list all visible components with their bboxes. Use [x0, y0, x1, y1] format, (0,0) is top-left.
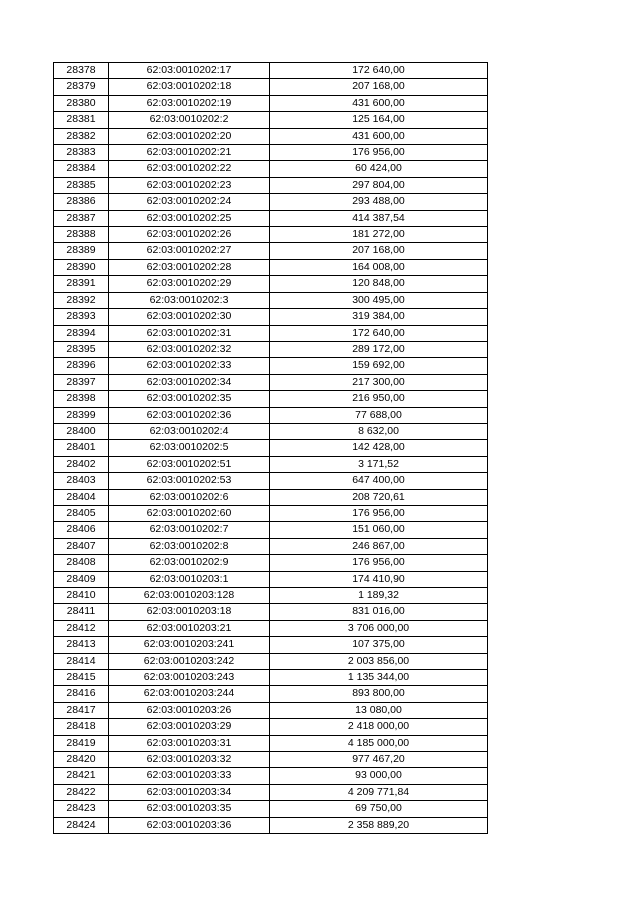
table-row: [54, 325, 488, 341]
row-number-cell: 28385: [54, 177, 109, 193]
table-row: [54, 768, 488, 784]
cadastral-number-cell: 62:03:0010202:30: [109, 309, 270, 325]
cadastral-number-cell: 62:03:0010202:18: [109, 79, 270, 95]
cadastral-number-cell: 62:03:0010202:9: [109, 555, 270, 571]
value-cell: 208 720,61: [270, 489, 488, 505]
value-cell: 3 706 000,00: [270, 620, 488, 636]
value-cell: 3 171,52: [270, 456, 488, 472]
cadastral-number-cell: 62:03:0010202:53: [109, 473, 270, 489]
cadastral-value-table: [53, 62, 488, 834]
value-cell: 164 008,00: [270, 259, 488, 275]
row-number-cell: 28382: [54, 128, 109, 144]
value-cell: 207 168,00: [270, 79, 488, 95]
row-number-cell: 28412: [54, 620, 109, 636]
cadastral-number-cell: 62:03:0010203:36: [109, 817, 270, 833]
table-row: [54, 719, 488, 735]
row-number-cell: 28407: [54, 538, 109, 554]
cadastral-number-cell: 62:03:0010202:32: [109, 341, 270, 357]
table-row: [54, 440, 488, 456]
table-row: [54, 637, 488, 653]
table-row: [54, 276, 488, 292]
row-number-cell: 28405: [54, 505, 109, 521]
table-row: [54, 128, 488, 144]
row-number-cell: 28418: [54, 719, 109, 735]
value-cell: 172 640,00: [270, 63, 488, 79]
cadastral-number-cell: 62:03:0010202:60: [109, 505, 270, 521]
cadastral-number-cell: 62:03:0010202:3: [109, 292, 270, 308]
table-row: [54, 309, 488, 325]
row-number-cell: 28383: [54, 145, 109, 161]
table-row: [54, 243, 488, 259]
table-row: [54, 292, 488, 308]
row-number-cell: 28422: [54, 784, 109, 800]
row-number-cell: 28401: [54, 440, 109, 456]
table-row: [54, 95, 488, 111]
cadastral-number-cell: 62:03:0010203:242: [109, 653, 270, 669]
cadastral-number-cell: 62:03:0010203:18: [109, 604, 270, 620]
row-number-cell: 28402: [54, 456, 109, 472]
value-cell: 172 640,00: [270, 325, 488, 341]
value-cell: 1 135 344,00: [270, 670, 488, 686]
cadastral-number-cell: 62:03:0010203:128: [109, 588, 270, 604]
value-cell: 2 358 889,20: [270, 817, 488, 833]
table-row: [54, 653, 488, 669]
table-row: [54, 259, 488, 275]
row-number-cell: 28410: [54, 588, 109, 604]
cadastral-number-cell: 62:03:0010203:241: [109, 637, 270, 653]
cadastral-number-cell: 62:03:0010202:25: [109, 210, 270, 226]
value-cell: 647 400,00: [270, 473, 488, 489]
cadastral-number-cell: 62:03:0010203:244: [109, 686, 270, 702]
value-cell: 217 300,00: [270, 374, 488, 390]
row-number-cell: 28420: [54, 752, 109, 768]
table-row: [54, 473, 488, 489]
row-number-cell: 28415: [54, 670, 109, 686]
table-row: [54, 112, 488, 128]
row-number-cell: 28388: [54, 227, 109, 243]
cadastral-number-cell: 62:03:0010203:35: [109, 801, 270, 817]
row-number-cell: 28409: [54, 571, 109, 587]
cadastral-number-cell: 62:03:0010202:51: [109, 456, 270, 472]
row-number-cell: 28390: [54, 259, 109, 275]
value-cell: 977 467,20: [270, 752, 488, 768]
value-cell: 4 209 771,84: [270, 784, 488, 800]
value-cell: 1 189,32: [270, 588, 488, 604]
table-row: [54, 391, 488, 407]
row-number-cell: 28400: [54, 423, 109, 439]
value-cell: 431 600,00: [270, 128, 488, 144]
value-cell: 431 600,00: [270, 95, 488, 111]
table-row: [54, 752, 488, 768]
cadastral-number-cell: 62:03:0010203:33: [109, 768, 270, 784]
row-number-cell: 28392: [54, 292, 109, 308]
cadastral-number-cell: 62:03:0010203:243: [109, 670, 270, 686]
row-number-cell: 28391: [54, 276, 109, 292]
cadastral-number-cell: 62:03:0010202:19: [109, 95, 270, 111]
cadastral-number-cell: 62:03:0010202:20: [109, 128, 270, 144]
cadastral-number-cell: 62:03:0010203:32: [109, 752, 270, 768]
table-row: [54, 407, 488, 423]
table-row: [54, 63, 488, 79]
value-cell: 289 172,00: [270, 341, 488, 357]
cadastral-number-cell: 62:03:0010202:33: [109, 358, 270, 374]
table-row: [54, 79, 488, 95]
row-number-cell: 28384: [54, 161, 109, 177]
value-cell: 293 488,00: [270, 194, 488, 210]
value-cell: 216 950,00: [270, 391, 488, 407]
value-cell: 893 800,00: [270, 686, 488, 702]
row-number-cell: 28399: [54, 407, 109, 423]
value-cell: 176 956,00: [270, 555, 488, 571]
row-number-cell: 28424: [54, 817, 109, 833]
value-cell: 13 080,00: [270, 702, 488, 718]
value-cell: 207 168,00: [270, 243, 488, 259]
table-row: [54, 702, 488, 718]
table-row: [54, 522, 488, 538]
value-cell: 93 000,00: [270, 768, 488, 784]
value-cell: 142 428,00: [270, 440, 488, 456]
cadastral-number-cell: 62:03:0010203:21: [109, 620, 270, 636]
row-number-cell: 28414: [54, 653, 109, 669]
cadastral-number-cell: 62:03:0010202:4: [109, 423, 270, 439]
table-row: [54, 670, 488, 686]
table-row: [54, 817, 488, 833]
cadastral-number-cell: 62:03:0010202:7: [109, 522, 270, 538]
value-cell: 246 867,00: [270, 538, 488, 554]
cadastral-number-cell: 62:03:0010202:23: [109, 177, 270, 193]
row-number-cell: 28403: [54, 473, 109, 489]
table-row: [54, 341, 488, 357]
row-number-cell: 28416: [54, 686, 109, 702]
row-number-cell: 28421: [54, 768, 109, 784]
cadastral-number-cell: 62:03:0010202:26: [109, 227, 270, 243]
cadastral-number-cell: 62:03:0010202:17: [109, 63, 270, 79]
row-number-cell: 28379: [54, 79, 109, 95]
table-row: [54, 177, 488, 193]
cadastral-number-cell: 62:03:0010203:1: [109, 571, 270, 587]
value-cell: 125 164,00: [270, 112, 488, 128]
row-number-cell: 28423: [54, 801, 109, 817]
table-row: [54, 620, 488, 636]
value-cell: 181 272,00: [270, 227, 488, 243]
value-cell: 77 688,00: [270, 407, 488, 423]
cadastral-number-cell: 62:03:0010202:31: [109, 325, 270, 341]
table-row: [54, 489, 488, 505]
cadastral-number-cell: 62:03:0010202:36: [109, 407, 270, 423]
value-cell: 176 956,00: [270, 505, 488, 521]
cadastral-number-cell: 62:03:0010202:24: [109, 194, 270, 210]
table-body: [54, 63, 488, 834]
value-cell: 151 060,00: [270, 522, 488, 538]
value-cell: 176 956,00: [270, 145, 488, 161]
value-cell: 2 003 856,00: [270, 653, 488, 669]
table-row: [54, 227, 488, 243]
table-row: [54, 538, 488, 554]
cadastral-number-cell: 62:03:0010202:22: [109, 161, 270, 177]
row-number-cell: 28404: [54, 489, 109, 505]
row-number-cell: 28387: [54, 210, 109, 226]
cadastral-number-cell: 62:03:0010202:28: [109, 259, 270, 275]
row-number-cell: 28380: [54, 95, 109, 111]
row-number-cell: 28411: [54, 604, 109, 620]
row-number-cell: 28419: [54, 735, 109, 751]
table-row: [54, 801, 488, 817]
value-cell: 831 016,00: [270, 604, 488, 620]
row-number-cell: 28396: [54, 358, 109, 374]
row-number-cell: 28381: [54, 112, 109, 128]
value-cell: 120 848,00: [270, 276, 488, 292]
row-number-cell: 28394: [54, 325, 109, 341]
row-number-cell: 28408: [54, 555, 109, 571]
table-row: [54, 358, 488, 374]
cadastral-number-cell: 62:03:0010202:8: [109, 538, 270, 554]
row-number-cell: 28406: [54, 522, 109, 538]
table-row: [54, 735, 488, 751]
table-row: [54, 686, 488, 702]
cadastral-number-cell: 62:03:0010203:34: [109, 784, 270, 800]
cadastral-number-cell: 62:03:0010202:34: [109, 374, 270, 390]
row-number-cell: 28398: [54, 391, 109, 407]
table-row: [54, 161, 488, 177]
cadastral-number-cell: 62:03:0010203:29: [109, 719, 270, 735]
table-row: [54, 210, 488, 226]
cadastral-number-cell: 62:03:0010202:29: [109, 276, 270, 292]
value-cell: 159 692,00: [270, 358, 488, 374]
table-row: [54, 145, 488, 161]
table-row: [54, 456, 488, 472]
table-row: [54, 604, 488, 620]
cadastral-number-cell: 62:03:0010203:31: [109, 735, 270, 751]
row-number-cell: 28413: [54, 637, 109, 653]
cadastral-number-cell: 62:03:0010202:5: [109, 440, 270, 456]
value-cell: 300 495,00: [270, 292, 488, 308]
value-cell: 60 424,00: [270, 161, 488, 177]
cadastral-number-cell: 62:03:0010203:26: [109, 702, 270, 718]
row-number-cell: 28386: [54, 194, 109, 210]
cadastral-number-cell: 62:03:0010202:2: [109, 112, 270, 128]
value-cell: 174 410,90: [270, 571, 488, 587]
row-number-cell: 28378: [54, 63, 109, 79]
value-cell: 414 387,54: [270, 210, 488, 226]
table-row: [54, 555, 488, 571]
row-number-cell: 28417: [54, 702, 109, 718]
value-cell: 69 750,00: [270, 801, 488, 817]
table-row: [54, 571, 488, 587]
row-number-cell: 28393: [54, 309, 109, 325]
table-row: [54, 423, 488, 439]
row-number-cell: 28389: [54, 243, 109, 259]
cadastral-number-cell: 62:03:0010202:21: [109, 145, 270, 161]
table-row: [54, 505, 488, 521]
table-row: [54, 784, 488, 800]
cadastral-number-cell: 62:03:0010202:35: [109, 391, 270, 407]
value-cell: 4 185 000,00: [270, 735, 488, 751]
table-row: [54, 374, 488, 390]
value-cell: 297 804,00: [270, 177, 488, 193]
value-cell: 8 632,00: [270, 423, 488, 439]
cadastral-number-cell: 62:03:0010202:27: [109, 243, 270, 259]
table-row: [54, 194, 488, 210]
row-number-cell: 28397: [54, 374, 109, 390]
cadastral-number-cell: 62:03:0010202:6: [109, 489, 270, 505]
table-row: [54, 588, 488, 604]
row-number-cell: 28395: [54, 341, 109, 357]
value-cell: 2 418 000,00: [270, 719, 488, 735]
value-cell: 319 384,00: [270, 309, 488, 325]
value-cell: 107 375,00: [270, 637, 488, 653]
